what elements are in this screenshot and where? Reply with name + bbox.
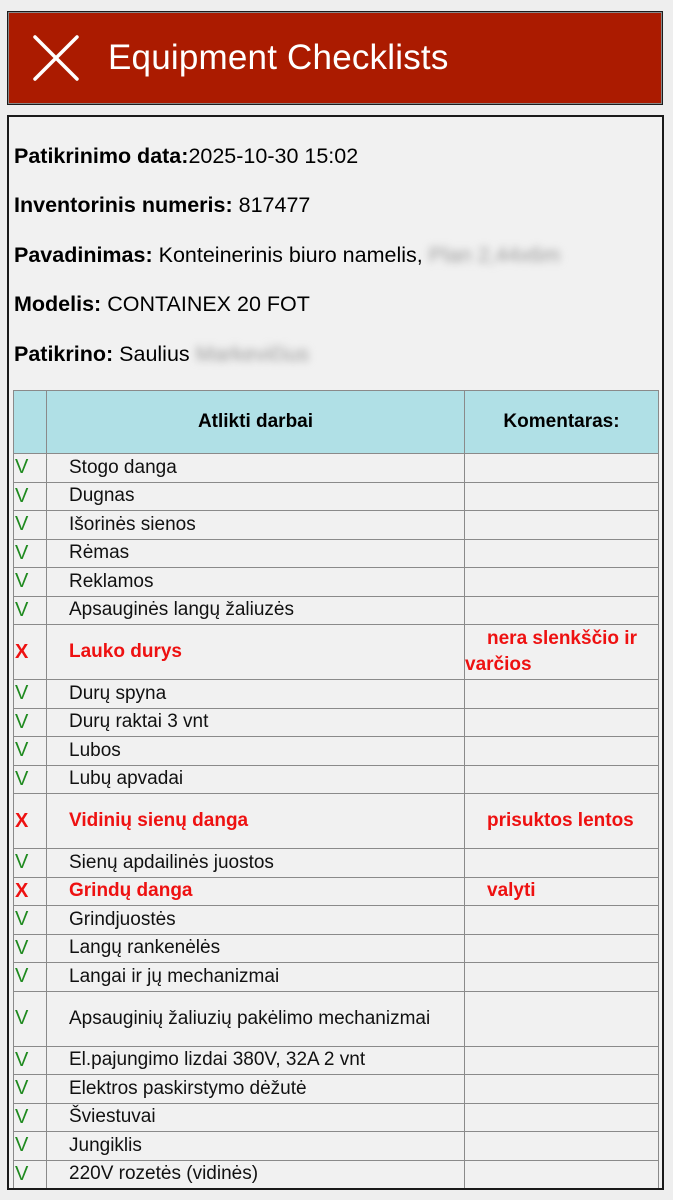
comment [465, 906, 659, 935]
work-item: Apsauginių žaliuzių pakėlimo mechanizmai [47, 991, 465, 1046]
status-mark: X [14, 625, 47, 680]
table-header-row [14, 391, 659, 454]
inventory-number-label: Inventorinis numeris: [14, 193, 233, 217]
status-mark: X [14, 877, 47, 906]
equipment-name-value: Konteinerinis biuro namelis, [158, 243, 423, 267]
table-row [14, 1160, 659, 1189]
table-row [14, 1132, 659, 1161]
comment [465, 963, 659, 992]
close-icon [32, 34, 80, 82]
work-item: Lubų apvadai [47, 765, 465, 794]
status-mark: V [14, 963, 47, 992]
status-mark: V [14, 596, 47, 625]
inspection-date [14, 144, 358, 169]
status-mark: V [14, 1132, 47, 1161]
comment [465, 1160, 659, 1189]
table-row [14, 708, 659, 737]
work-item: Išorinės sienos [47, 511, 465, 540]
comment: valyti [465, 877, 659, 906]
comment [465, 737, 659, 766]
inspector-redacted: Markevičius [195, 342, 310, 366]
table-row [14, 1075, 659, 1104]
work-item: Rėmas [47, 539, 465, 568]
work-item: Sienų apdailinės juostos [47, 849, 465, 878]
comment [465, 849, 659, 878]
inspector [14, 342, 309, 367]
work-item: Šviestuvai [47, 1103, 465, 1132]
inspector-value: Saulius [119, 342, 190, 366]
table-row [14, 991, 659, 1046]
comment: nera slenkščio ir varčios [465, 625, 659, 680]
status-mark: V [14, 482, 47, 511]
status-mark: V [14, 849, 47, 878]
status-mark: V [14, 680, 47, 709]
comment [465, 680, 659, 709]
table-row-failed [14, 877, 659, 906]
table-row [14, 454, 659, 483]
work-item: Durų raktai 3 vnt [47, 708, 465, 737]
table-row [14, 737, 659, 766]
work-item: Langai ir jų mechanizmai [47, 963, 465, 992]
checklist-panel [7, 115, 664, 1190]
work-item: Grindjuostės [47, 906, 465, 935]
comment [465, 708, 659, 737]
status-mark: V [14, 1075, 47, 1104]
work-item: Jungiklis [47, 1132, 465, 1161]
equipment-model-label: Modelis: [14, 292, 102, 316]
table-row [14, 596, 659, 625]
work-item: Grindų danga [47, 877, 465, 906]
status-mark: V [14, 737, 47, 766]
comment [465, 991, 659, 1046]
column-header-status [14, 391, 47, 454]
status-mark: V [14, 539, 47, 568]
table-row [14, 1103, 659, 1132]
table-row [14, 765, 659, 794]
work-item: Langų rankenėlės [47, 934, 465, 963]
status-mark: V [14, 1160, 47, 1189]
comment [465, 511, 659, 540]
comment [465, 539, 659, 568]
inspection-date-label: Patikrinimo data: [14, 144, 189, 168]
table-row [14, 511, 659, 540]
work-item: Durų spyna [47, 680, 465, 709]
status-mark: V [14, 991, 47, 1046]
table-row [14, 1046, 659, 1075]
status-mark: V [14, 1103, 47, 1132]
comment [465, 765, 659, 794]
inspector-label: Patikrino: [14, 342, 114, 366]
comment: prisuktos lentos [465, 794, 659, 849]
work-item: Dugnas [47, 482, 465, 511]
status-mark: V [14, 1046, 47, 1075]
app-header [7, 11, 663, 105]
comment [465, 1103, 659, 1132]
close-button[interactable] [32, 34, 80, 82]
table-row [14, 934, 659, 963]
table-row-failed [14, 794, 659, 849]
status-mark: V [14, 568, 47, 597]
equipment-name-label: Pavadinimas: [14, 243, 153, 267]
table-row [14, 906, 659, 935]
column-header-work: Atlikti darbai [47, 391, 465, 454]
checklist-table [13, 390, 659, 1189]
table-row [14, 539, 659, 568]
status-mark: X [14, 794, 47, 849]
equipment-name-redacted: Plan 2,44x6m [428, 243, 561, 267]
work-item: 220V rozetės (vidinės) [47, 1160, 465, 1189]
equipment-model-value: CONTAINEX 20 FOT [107, 292, 310, 316]
comment [465, 1132, 659, 1161]
comment [465, 596, 659, 625]
table-row [14, 963, 659, 992]
status-mark: V [14, 708, 47, 737]
table-row [14, 482, 659, 511]
equipment-model [14, 292, 310, 317]
work-item: Elektros paskirstymo dėžutė [47, 1075, 465, 1104]
comment [465, 482, 659, 511]
work-item: El.pajungimo lizdai 380V, 32A 2 vnt [47, 1046, 465, 1075]
status-mark: V [14, 934, 47, 963]
table-row [14, 680, 659, 709]
table-row [14, 568, 659, 597]
table-row-failed [14, 625, 659, 680]
table-row [14, 849, 659, 878]
work-item: Stogo danga [47, 454, 465, 483]
status-mark: V [14, 511, 47, 540]
work-item: Reklamos [47, 568, 465, 597]
work-item: Apsauginės langų žaliuzės [47, 596, 465, 625]
comment [465, 1046, 659, 1075]
status-mark: V [14, 906, 47, 935]
inventory-number-value: 817477 [238, 193, 311, 217]
equipment-name [14, 243, 560, 268]
comment [465, 934, 659, 963]
comment [465, 568, 659, 597]
work-item: Vidinių sienų danga [47, 794, 465, 849]
page-title: Equipment Checklists [108, 38, 449, 77]
column-header-comment: Komentaras: [465, 391, 659, 454]
inventory-number [14, 193, 310, 218]
inspection-date-value: 2025-10-30 15:02 [188, 144, 359, 168]
work-item: Lauko durys [47, 625, 465, 680]
status-mark: V [14, 765, 47, 794]
status-mark: V [14, 454, 47, 483]
comment [465, 454, 659, 483]
comment [465, 1075, 659, 1104]
work-item: Lubos [47, 737, 465, 766]
